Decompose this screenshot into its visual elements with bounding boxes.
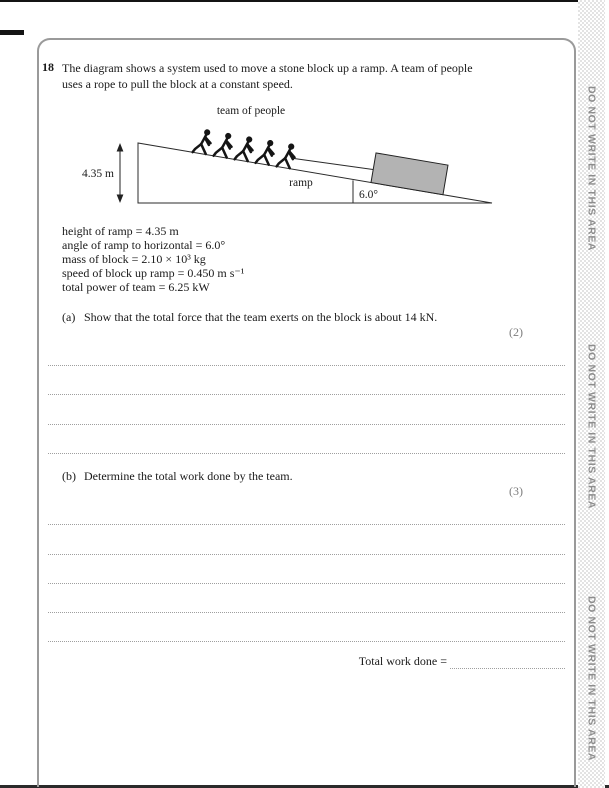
ramp-diagram bbox=[60, 100, 500, 220]
answer-line bbox=[48, 496, 565, 525]
part-b-label: (b) bbox=[62, 469, 76, 483]
given-data-item: height of ramp = 4.35 m bbox=[62, 224, 179, 238]
total-work-label: Total work done = bbox=[358, 654, 447, 668]
do-not-write-text: DO NOT WRITE IN THIS AREA bbox=[585, 596, 598, 762]
answer-line bbox=[48, 525, 565, 554]
answer-line bbox=[48, 425, 565, 455]
person-figure bbox=[277, 142, 297, 169]
part-b-marks: (3) bbox=[509, 484, 523, 498]
question-intro bbox=[62, 60, 540, 92]
answer-line bbox=[48, 336, 565, 366]
given-data-item: total power of team = 6.25 kW bbox=[62, 280, 210, 294]
given-data-item: speed of block up ramp = 0.450 m s⁻¹ bbox=[62, 266, 245, 280]
part-b-answer-lines bbox=[48, 496, 565, 642]
team-of-people-figures bbox=[193, 127, 297, 169]
answer-line bbox=[48, 584, 565, 613]
stone-block bbox=[371, 153, 448, 195]
question-number: 18 bbox=[42, 60, 54, 74]
part-a-answer-lines bbox=[48, 336, 565, 454]
left-binding-mark bbox=[0, 30, 24, 35]
ramp-height-label: 4.35 m bbox=[82, 168, 114, 180]
ramp-label: ramp bbox=[289, 177, 313, 189]
do-not-write-margin-strip bbox=[578, 0, 605, 788]
intro-line: The diagram shows a system used to move a stone block up a ramp. A team of people bbox=[62, 61, 473, 75]
intro-line: uses a rope to pull the block at a constant speed. bbox=[62, 77, 293, 91]
rope-line bbox=[294, 159, 373, 170]
do-not-write-text: DO NOT WRITE IN THIS AREA bbox=[585, 344, 598, 510]
person-figure bbox=[193, 127, 213, 154]
top-trim-rule bbox=[0, 0, 604, 2]
part-a-marks: (2) bbox=[509, 325, 523, 339]
part-b-text: Determine the total work done by the team. bbox=[84, 469, 293, 483]
answer-line bbox=[48, 555, 565, 584]
answer-line bbox=[48, 366, 565, 396]
height-arrow bbox=[117, 143, 124, 203]
given-data-item: angle of ramp to horizontal = 6.0° bbox=[62, 238, 226, 252]
do-not-write-text: DO NOT WRITE IN THIS AREA bbox=[585, 86, 598, 252]
person-figure bbox=[235, 135, 255, 162]
answer-line bbox=[48, 613, 565, 642]
part-a-label: (a) bbox=[62, 310, 76, 324]
person-figure bbox=[256, 138, 276, 165]
given-data-item: mass of block = 2.10 × 10³ kg bbox=[62, 252, 206, 266]
total-work-answer-line bbox=[450, 655, 565, 669]
angle-label: 6.0° bbox=[359, 189, 378, 201]
answer-line bbox=[48, 395, 565, 425]
given-data-list bbox=[62, 224, 244, 294]
person-figure bbox=[214, 131, 234, 158]
total-work-answer-row bbox=[359, 654, 565, 669]
team-label: team of people bbox=[216, 105, 286, 117]
part-a-text: Show that the total force that the team exerts on the block is about 14 kN. bbox=[84, 310, 438, 324]
